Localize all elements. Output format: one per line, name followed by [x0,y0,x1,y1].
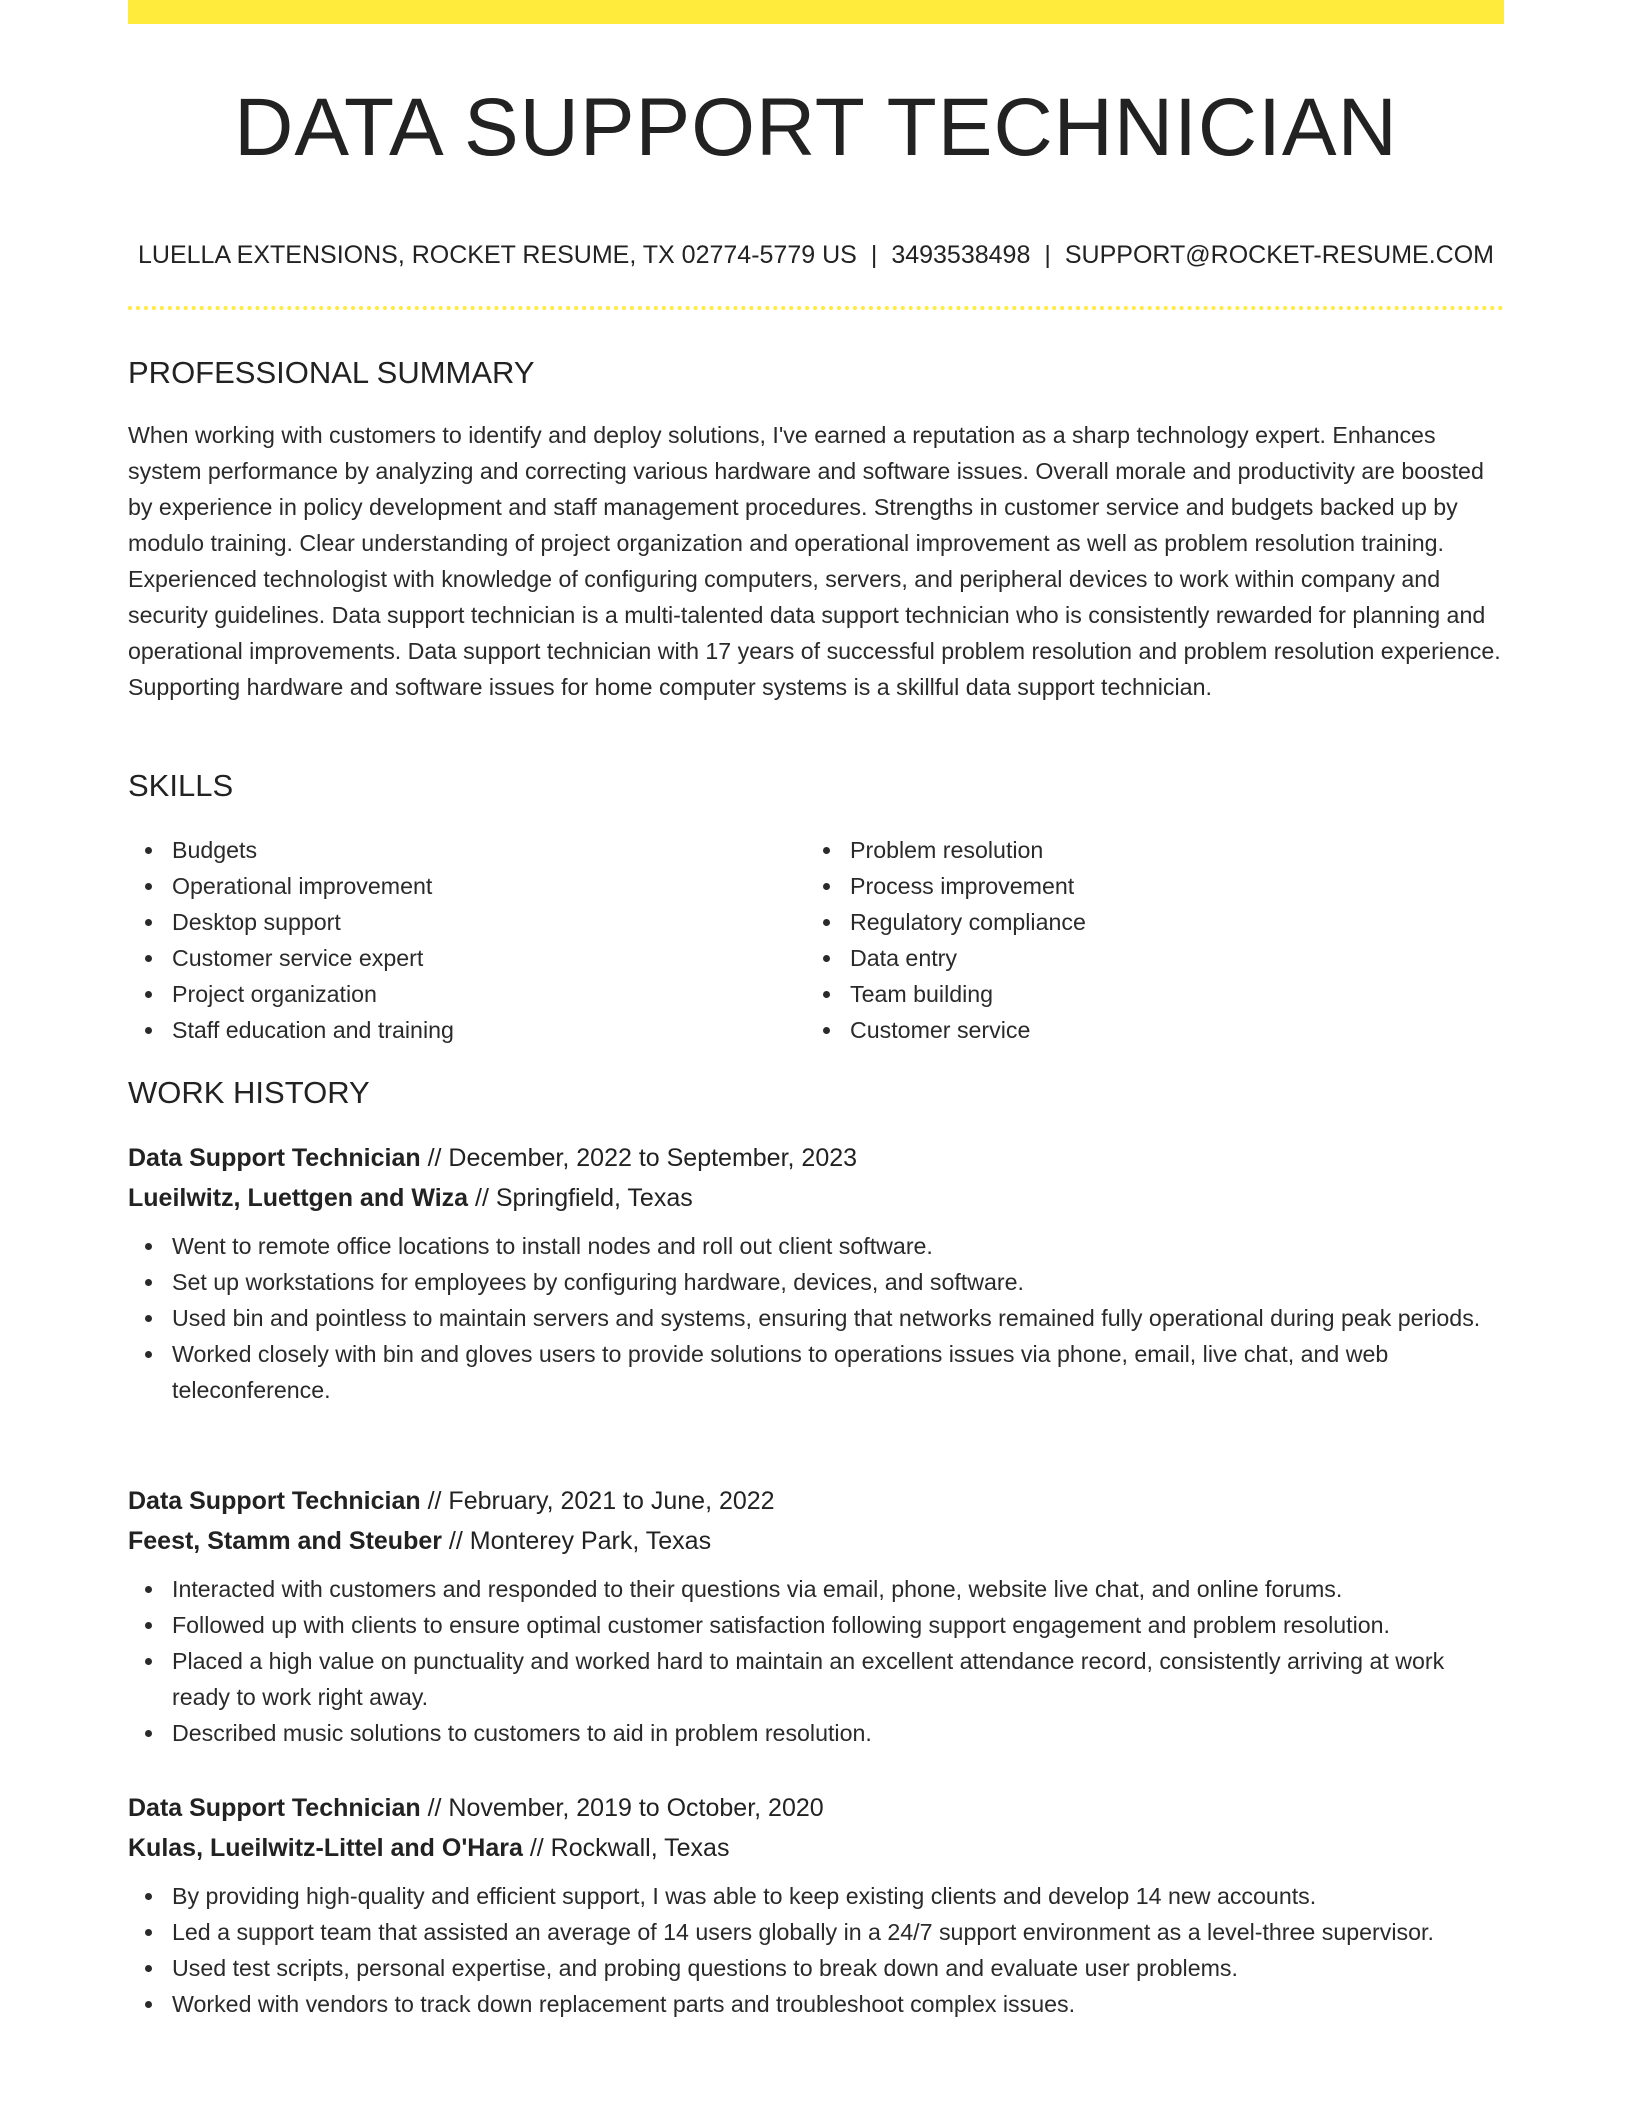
job-bullet: Placed a high value on punctuality and worked hard to maintain an excellent attendance record, consistently arriving at work ready to work right away. [128,1643,1504,1715]
job-title-line [128,1481,1504,1521]
contact-separator: | [1044,241,1051,269]
work-history-heading: WORK HISTORY [128,1075,370,1110]
summary-text: When working with customers to identify and deploy solutions, I've earned a reputation as a sharp technology expert. Enhances system performance by analyzing and correcting various hardware and software issues. Overall morale and productivity are boosted by experience in policy development and staff management procedures. Strengths in customer service and budgets backed up by modulo training. Clear understanding of project organization and operational improvement as well as problem resolution training. Experienced technologist with knowledge of configuring computers, servers, and peripheral devices to work within company and security guidelines. Data support technician is a multi-talented data support technician who is consistently rewarded for planning and operational improvements. Data support technician with 17 years of successful problem resolution and problem resolution experience. Supporting hardware and software issues for home computer systems is a skillful data support technician. [128,422,1501,700]
skill-item: Customer service [806,1012,1446,1048]
skill-item: Process improvement [806,868,1446,904]
job-company-line [128,1178,1504,1218]
skill-item: Desktop support [128,904,768,940]
job-company-line [128,1828,1504,1868]
contact-line [128,238,1504,272]
skill-item: Team building [806,976,1446,1012]
job-company: Feest, Stamm and Steuber [128,1527,442,1555]
job-company: Lueilwitz, Luettgen and Wiza [128,1184,469,1212]
summary-heading: PROFESSIONAL SUMMARY [128,355,535,390]
contact-address: LUELLA EXTENSIONS, ROCKET RESUME, TX 02774-5779 US [138,241,857,269]
job-company-line [128,1521,1504,1561]
skill-item: Data entry [806,940,1446,976]
skill-item: Budgets [128,832,768,868]
job-bullets [128,1228,1504,1408]
job-bullet: Used bin and pointless to maintain servers and systems, ensuring that networks remained fully operational during peak periods. [128,1300,1504,1336]
skill-item: Regulatory compliance [806,904,1446,940]
job-title: Data Support Technician [128,1794,421,1822]
header-divider [128,306,1504,310]
contact-phone[interactable]: 3493538498 [891,241,1031,269]
job-dates: // November, 2019 to October, 2020 [420,1794,824,1822]
accent-top-bar [128,0,1504,24]
contact-separator: | [870,241,878,269]
job-entry [128,1481,1504,1751]
job-entry [128,1138,1504,1408]
job-bullet: By providing high-quality and efficient support, I was able to keep existing clients and develop 14 new accounts. [128,1878,1504,1914]
job-bullet: Set up workstations for employees by configuring hardware, devices, and software. [128,1264,1504,1300]
skill-item: Problem resolution [806,832,1446,868]
skill-item: Project organization [128,976,768,1012]
job-title: Data Support Technician [128,1144,421,1172]
job-bullets [128,1878,1504,2022]
skill-item: Staff education and training [128,1012,768,1048]
job-title-line [128,1788,1504,1828]
job-title-line [128,1138,1504,1178]
contact-email[interactable]: SUPPORT@ROCKET-RESUME.COM [1064,241,1494,269]
job-location: // Rockwall, Texas [522,1834,730,1862]
candidate-name: DATA SUPPORT TECHNICIAN [234,82,1398,173]
job-bullet: Worked closely with bin and gloves users to provide solutions to operations issues via phone, email, live chat, and web teleconference. [128,1336,1504,1408]
skills-list-left [128,832,768,1048]
job-bullet: Worked with vendors to track down replacement parts and troubleshoot complex issues. [128,1986,1504,2022]
job-bullet: Described music solutions to customers to aid in problem resolution. [128,1715,1504,1751]
job-bullet: Went to remote office locations to install nodes and roll out client software. [128,1228,1504,1264]
job-location: // Springfield, Texas [468,1184,693,1212]
job-company: Kulas, Lueilwitz-Littel and O'Hara [128,1834,523,1862]
job-bullet: Interacted with customers and responded to their questions via email, phone, website live chat, and online forums. [128,1571,1504,1607]
skills-heading: SKILLS [128,768,234,803]
job-title: Data Support Technician [128,1487,421,1515]
job-bullet: Led a support team that assisted an average of 14 users globally in a 24/7 support environment as a level-three supervisor. [128,1914,1504,1950]
job-dates: // February, 2021 to June, 2022 [420,1487,775,1515]
job-bullet: Used test scripts, personal expertise, and probing questions to break down and evaluate user problems. [128,1950,1504,1986]
job-bullets [128,1571,1504,1751]
skill-item: Customer service expert [128,940,768,976]
job-dates: // December, 2022 to September, 2023 [420,1144,858,1172]
job-location: // Monterey Park, Texas [441,1527,712,1555]
skill-item: Operational improvement [128,868,768,904]
job-bullet: Followed up with clients to ensure optimal customer satisfaction following support engagement and problem resolution. [128,1607,1504,1643]
skills-list-right [806,832,1446,1048]
job-entry [128,1788,1504,2022]
